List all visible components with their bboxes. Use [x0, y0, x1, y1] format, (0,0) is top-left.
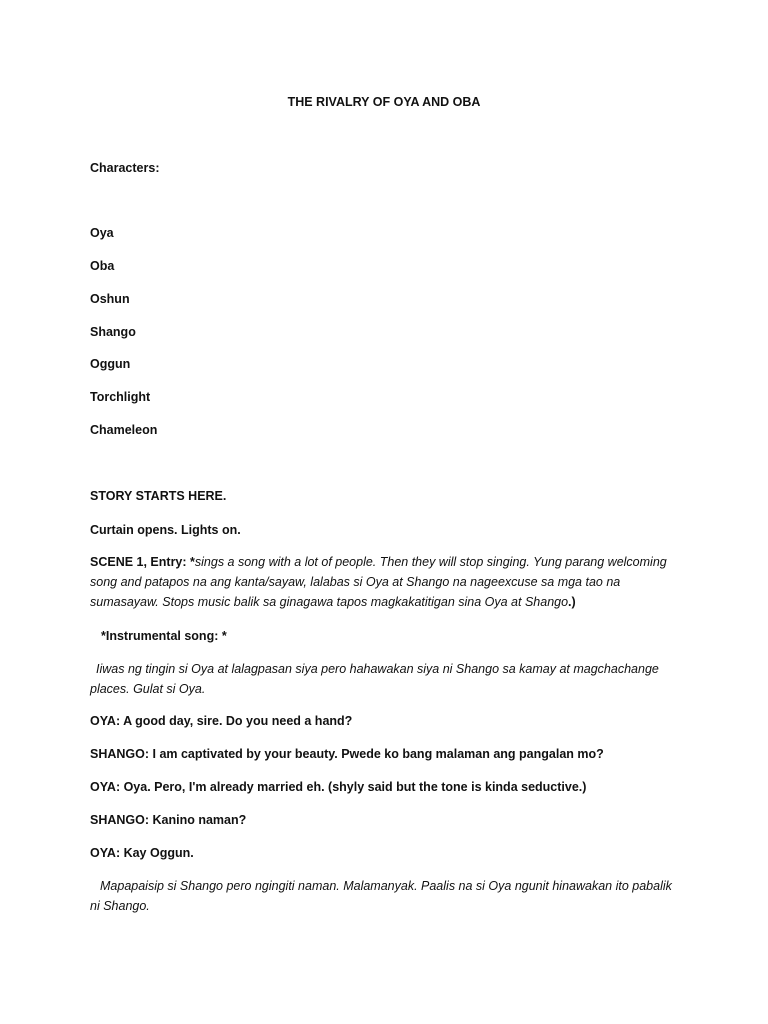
- story-start-line: STORY STARTS HERE.: [90, 489, 227, 503]
- character-item: Oya: [90, 226, 114, 240]
- scene-end: .): [568, 595, 576, 609]
- dialogue-line: OYA: Oya. Pero, I'm already married eh. (shyly said but the tone is kinda seductive.): [90, 780, 587, 794]
- characters-heading: Characters:: [90, 161, 160, 175]
- dialogue-line: SHANGO: I am captivated by your beauty. Pwede ko bang malaman ang pangalan mo?: [90, 747, 604, 761]
- scene-label: SCENE 1, Entry:: [90, 555, 191, 569]
- character-item: Torchlight: [90, 390, 151, 404]
- dialogue-line: OYA: Kay Oggun.: [90, 846, 194, 860]
- character-item: Oba: [90, 259, 115, 273]
- character-item: Oshun: [90, 292, 130, 306]
- scene-text: sings a song with a lot of people. Then they will stop singing. Yung parang welcoming song and patapos na ang kanta/sayaw, lalabas si Oya at Shango na nageexcuse sa mga tao na sumasayaw. Stops music balik sa ginagawa tapos magkakatitigan sina Oya at Shango: [90, 555, 667, 609]
- character-item: Shango: [90, 325, 136, 339]
- curtain-line: Curtain opens. Lights on.: [90, 523, 241, 537]
- scene-1-direction: [90, 552, 680, 612]
- scene-star: *: [190, 555, 195, 569]
- dialogue-line: SHANGO: Kanino naman?: [90, 813, 247, 827]
- character-item: Chameleon: [90, 423, 158, 437]
- stage-direction: Iiwas ng tingin si Oya at lalagpasan siya pero hahawakan siya ni Shango sa kamay at magchachange places. Gulat si Oya.: [90, 662, 659, 696]
- character-item: Oggun: [90, 357, 131, 371]
- document-title: THE RIVALRY OF OYA AND OBA: [287, 95, 481, 109]
- dialogue-line: OYA: A good day, sire. Do you need a hand?: [90, 714, 353, 728]
- stage-direction: Mapapaisip si Shango pero ngingiti naman. Malamanyak. Paalis na si Oya ngunit hinawakan ito pabalik ni Shango.: [90, 879, 672, 913]
- instrumental-line: *Instrumental song: *: [101, 629, 227, 643]
